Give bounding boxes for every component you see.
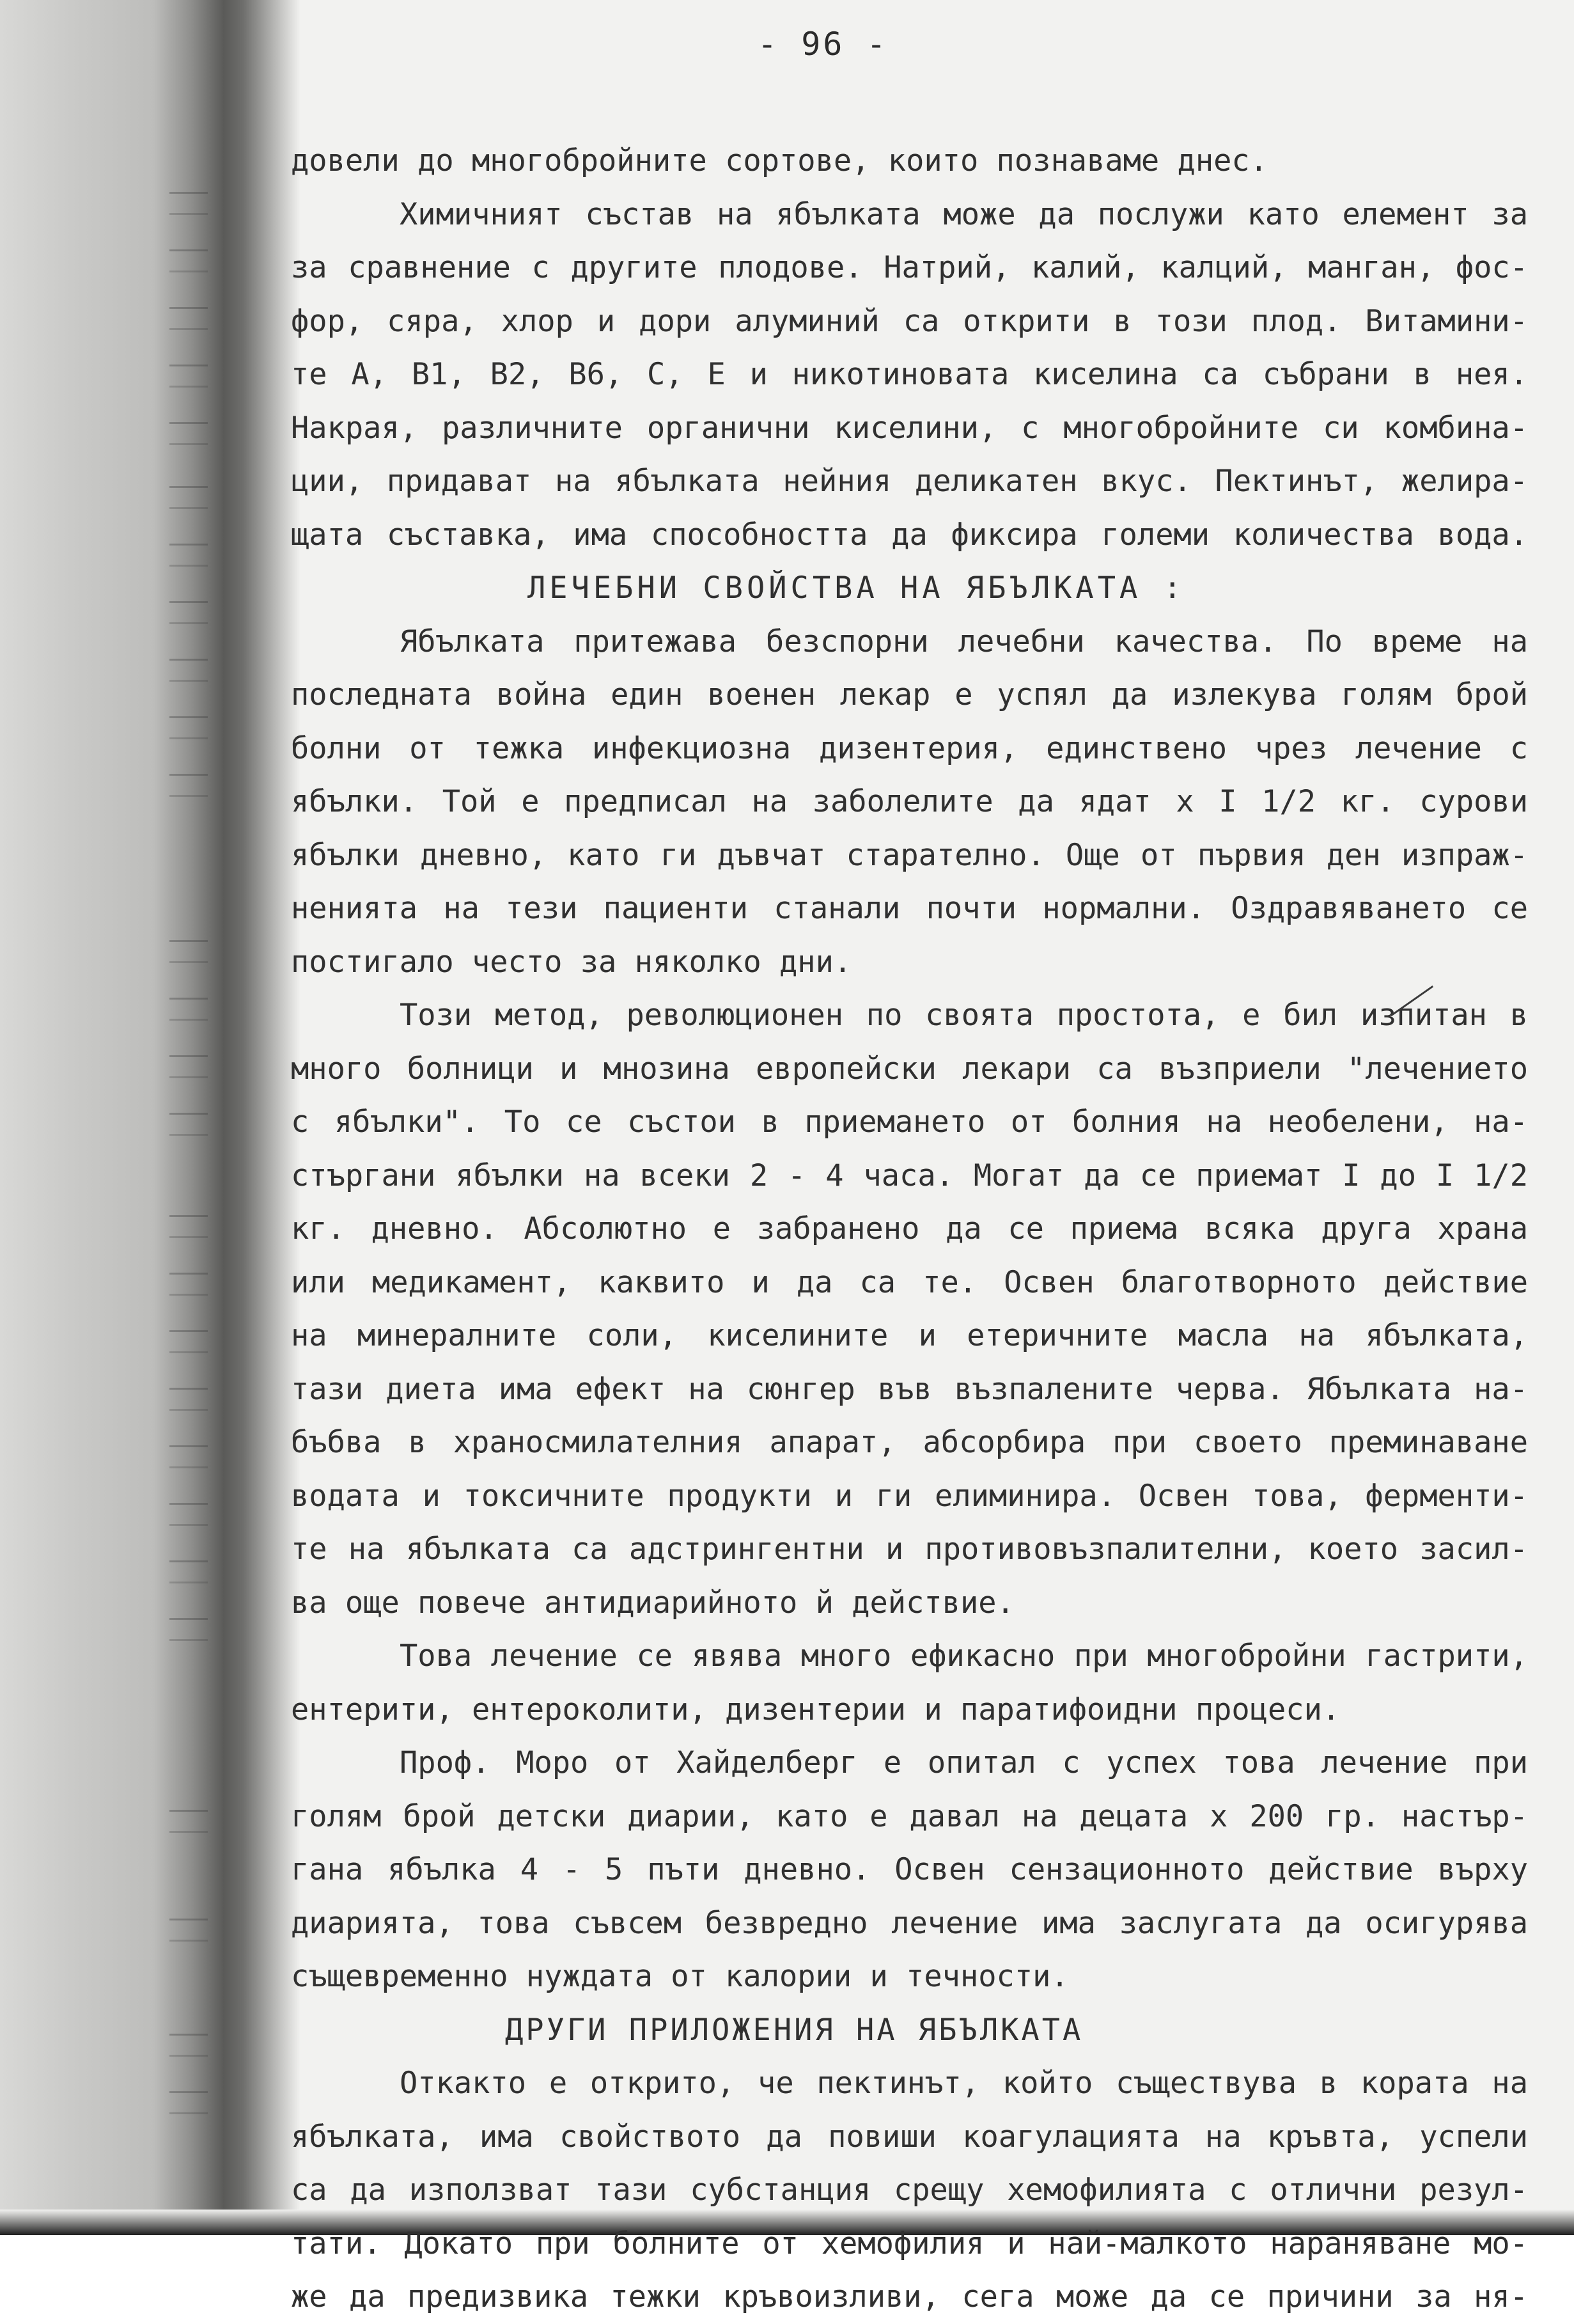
text-line: щата съставка, има способността да фиксира големи количества вода. (291, 517, 1528, 553)
text-line: последната война един военен лекар е успял да излекува голям брой (291, 677, 1528, 712)
text-line: Този метод, революционен по своята простота, е бил изпитан в (400, 998, 1528, 1033)
text-line: ненията на тези пациенти станали почти нормални. Оздравяването се (291, 891, 1528, 926)
text-line: те A, B1, B2, B6, C, E и никотиновата киселина са събрани в нея. (291, 357, 1528, 392)
text-line: Това лечение се явява много ефикасно при многобройни гастрити, (400, 1638, 1528, 1674)
text-line: довели до многобройните сортове, които познаваме днес. (291, 143, 1268, 178)
text-line: кг. дневно. Абсолютно е забранено да се приема всяка друга храна (291, 1211, 1528, 1246)
body-text (291, 134, 1528, 2324)
text-line: же да предизвика тежки кръвоизливи, сега може да се причини за ня- (291, 2279, 1528, 2314)
section-heading: ДРУГИ ПРИЛОЖЕНИЯ НА ЯБЪЛКАТА (505, 2012, 1084, 2048)
text-line: или медикамент, каквито и да са те. Освен благотворното действие (291, 1264, 1528, 1300)
text-line: те на ябълката са адстрингентни и противовъзпалителни, което засил- (291, 1532, 1528, 1567)
text-line: диарията, това съвсем безвредно лечение има заслугата да осигурява (291, 1905, 1528, 1941)
text-line: водата и токсичните продукти и ги елиминира. Освен това, ферменти- (291, 1478, 1528, 1514)
text-line: с ябълки". То се състои в приемането от болния на необелени, на- (291, 1104, 1528, 1140)
text-line: Откакто е открито, че пектинът, който съществува в кората на (400, 2066, 1528, 2101)
text-line: болни от тежка инфекциозна дизентерия, единствено чрез лечение с (291, 730, 1528, 766)
text-line: тази диета има ефект на сюнгер във възпалените черва. Ябълката на- (291, 1371, 1528, 1407)
text-line: тати. Докато при болните от хемофилия и най-малкото нараняване мо- (291, 2226, 1528, 2261)
text-line: ябълки. Той е предписал на заболелите да ядат x I 1/2 кг. сурови (291, 784, 1528, 819)
text-line: бъбва в храносмилателния апарат, абсорбира при своето преминаване (291, 1425, 1528, 1460)
text-line: са да използват тази субстанция срещу хемофилията с отлични резул- (291, 2172, 1528, 2208)
text-line: фор, сяра, хлор и дори алуминий са открити в този плод. Витамини- (291, 303, 1528, 339)
text-line: ции, придават на ябълката нейния деликатен вкус. Пектинът, желира- (291, 464, 1528, 499)
text-line: много болници и мнозина европейски лекари са възприели "лечението (291, 1051, 1528, 1087)
text-line: Накрая, различните органични киселини, с многобройните си комбина- (291, 410, 1528, 446)
text-line: голям брой детски диарии, като е давал на децата x 200 гр. настър- (291, 1798, 1528, 1834)
text-line: ва още повече антидиарийното й действие. (291, 1585, 1015, 1621)
text-line: ентерити, ентероколити, дизентерии и паратифоидни процеси. (291, 1692, 1341, 1727)
previous-page-bleed (0, 0, 211, 2235)
text-line: Химичният състав на ябълката може да послужи като елемент за (400, 196, 1528, 232)
text-line: Проф. Моро от Хайделберг е опитал с успех това лечение при (400, 1745, 1528, 1780)
text-line: Ябълката притежава безспорни лечебни качества. По време на (400, 624, 1528, 659)
text-line: ябълки дневно, като ги дъвчат старателно. Още от първия ден изпраж- (291, 837, 1528, 873)
text-line: на минералните соли, киселините и етеричните масла на ябълката, (291, 1318, 1528, 1353)
text-line: постигало често за няколко дни. (291, 944, 852, 980)
text-line: ябълката, има свойството да повиши коагулацията на кръвта, успели (291, 2119, 1528, 2155)
text-line: същевременно нуждата от калории и течности. (291, 1959, 1069, 1994)
text-line: гана ябълка 4 - 5 пъти дневно. Освен сензационното действие върху (291, 1852, 1528, 1887)
text-line: стъргани ябълки на всеки 2 - 4 часа. Могат да се приемат I до I 1/2 (291, 1158, 1528, 1193)
text-line: за сравнение с другите плодове. Натрий, калий, калций, манган, фос- (291, 250, 1528, 285)
section-heading: ЛЕЧЕБНИ СВОЙСТВА НА ЯБЪЛКАТА : (527, 570, 1185, 606)
page-number: - 96 - (758, 26, 889, 63)
